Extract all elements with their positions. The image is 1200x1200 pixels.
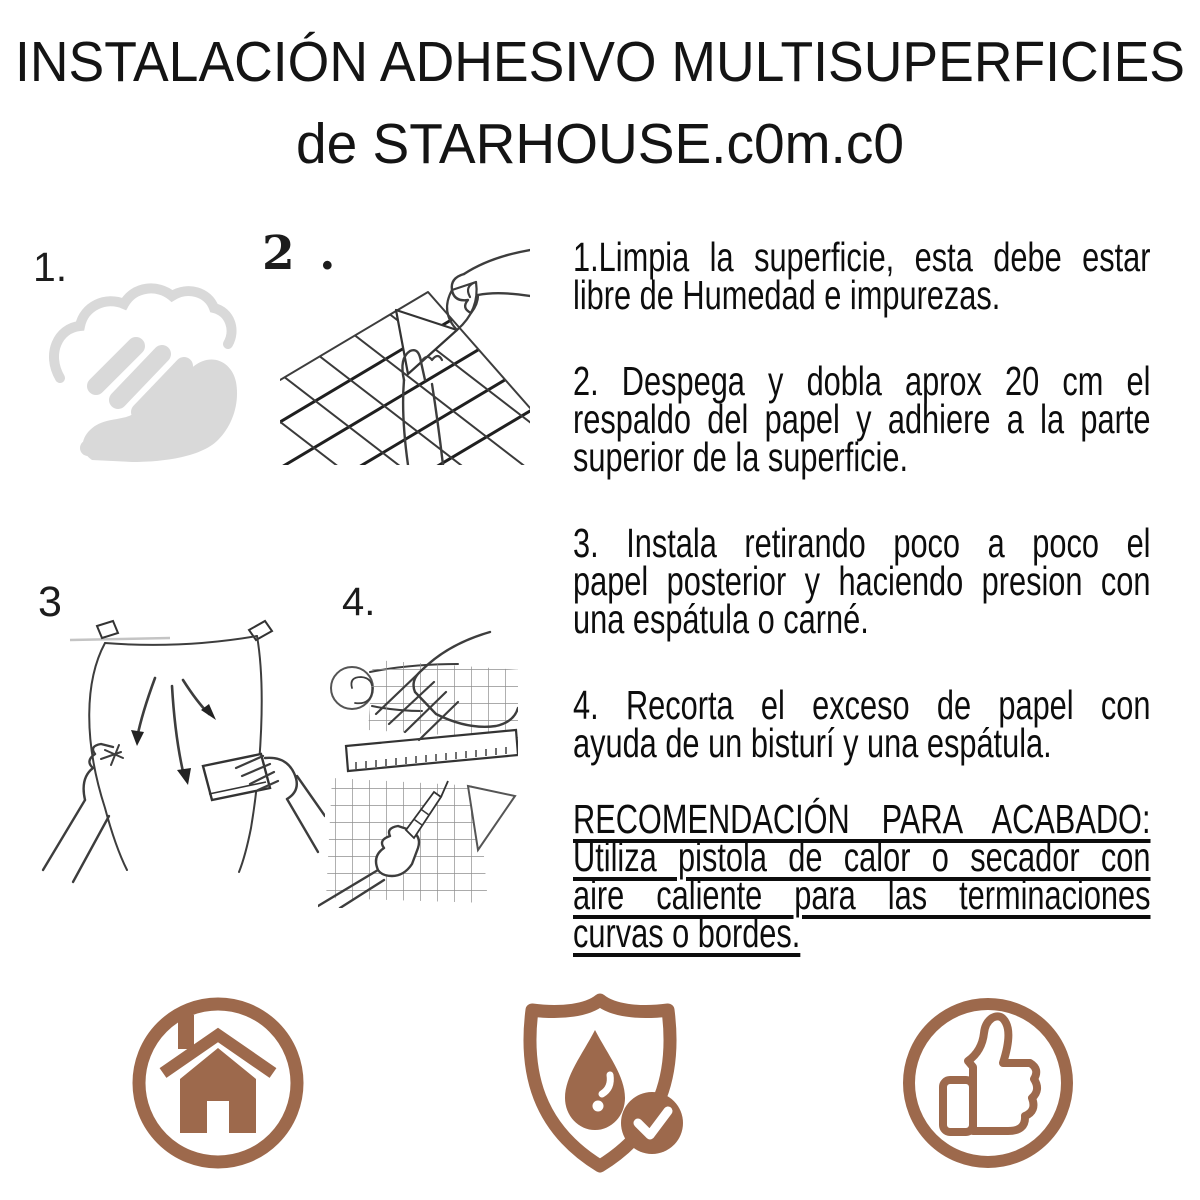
- instruction-line: respaldo del papel y adhiere a la parte: [573, 396, 1151, 442]
- left-hand-sketch: [43, 744, 123, 882]
- instruction-line: libre de Humedad e impurezas.: [573, 272, 1001, 318]
- instruction-line: papel posterior y haciendo presion con: [573, 558, 1151, 604]
- wall-line: [70, 638, 170, 640]
- gray-hand: [83, 346, 237, 462]
- thumbs-up-icon: [888, 985, 1088, 1185]
- instruction-step-3: [573, 520, 1151, 642]
- instruction-line: ayuda de un bisturí y una espátula.: [573, 720, 1052, 766]
- instruction-line: 3. Instala retirando poco a poco el: [573, 520, 1151, 566]
- instruction-line: 4. Recorta el exceso de papel con: [573, 682, 1151, 728]
- recommendation-line: Utiliza pistola de calor o secador con: [573, 834, 1151, 880]
- peel-corner-illustration: [280, 230, 530, 465]
- squeegee-card: [203, 754, 270, 800]
- house-glyph: [163, 1015, 273, 1133]
- instruction-step-4: [573, 682, 1151, 766]
- thumb-glyph: [943, 1016, 1037, 1132]
- instruction-step-2: [573, 358, 1151, 480]
- water-drop: [565, 1030, 625, 1130]
- right-hand-sketch: [452, 250, 530, 313]
- finishing-recommendation: [573, 796, 1151, 956]
- instruction-line: 1.Limpia la superficie, esta debe estar: [573, 234, 1151, 280]
- instruction-line: 2. Despega y dobla aprox 20 cm el: [573, 358, 1151, 404]
- apply-and-smooth-illustration: [25, 618, 325, 888]
- instruction-line: superior de la superficie.: [573, 434, 909, 480]
- step-4-number: 4.: [342, 580, 376, 624]
- step-3-number: 3: [38, 578, 62, 626]
- instruction-line: una espátula o carné.: [573, 596, 869, 642]
- step-2-number: 2 .: [262, 226, 340, 281]
- peeled-flap: [396, 282, 477, 374]
- page-title-line1: INSTALACIÓN ADHESIVO MULTISUPERFICIES: [15, 30, 1185, 94]
- house-icon: [118, 985, 318, 1185]
- step-1-number: 1.: [33, 244, 68, 290]
- page-title-line2: de STARHOUSE.c0m.c0: [296, 112, 904, 176]
- instruction-step-1: [573, 234, 1151, 318]
- ruler: [346, 730, 518, 771]
- instructions-column: [573, 234, 1151, 956]
- waterproof-shield-icon: [500, 980, 700, 1200]
- wiping-hand-icon: [40, 282, 250, 472]
- recommendation-line: aire caliente para las terminaciones: [573, 872, 1151, 918]
- page-title: [0, 0, 1200, 200]
- trim-with-knife-illustration: [318, 618, 518, 908]
- recommendation-line: curvas o bordes.: [573, 910, 801, 956]
- recommendation-line: RECOMENDACIÓN PARA ACABADO:: [573, 796, 1151, 842]
- check-badge: [621, 1092, 683, 1154]
